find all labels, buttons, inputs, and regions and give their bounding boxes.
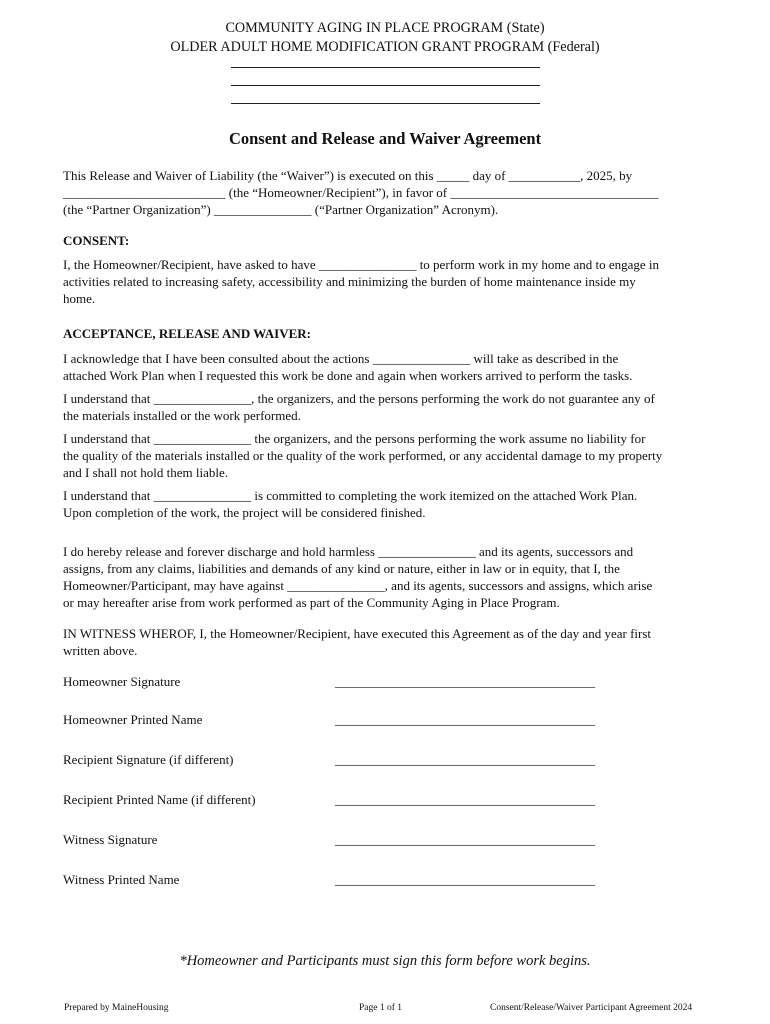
intro-line: (the “Partner Organization”) _______________ (“Partner Organization” Acronym). bbox=[63, 202, 499, 217]
recipient-printed-name-row bbox=[63, 792, 623, 812]
program-header-state: COMMUNITY AGING IN PLACE PROGRAM (State) bbox=[225, 20, 545, 36]
acceptance-line: I understand that _______________ is committed to completing the work itemized on the attached Work Plan. bbox=[63, 488, 638, 503]
footer-document-name: Consent/Release/Waiver Participant Agreement 2024 bbox=[490, 1003, 693, 1013]
acceptance-line: attached Work Plan when I requested this work be done and again when workers arrived to perform the tasks. bbox=[63, 368, 633, 383]
signature-requirement-note: *Homeowner and Participants must sign this form before work begins. bbox=[179, 953, 591, 969]
recipient-signature-row bbox=[63, 752, 623, 772]
homeowner-printed-name-row bbox=[63, 712, 623, 732]
acceptance-line: and I shall not hold them liable. bbox=[63, 465, 228, 480]
program-header bbox=[0, 19, 770, 57]
consent-line: home. bbox=[63, 291, 96, 306]
program-header-federal: OLDER ADULT HOME MODIFICATION GRANT PROGRAM (Federal) bbox=[170, 39, 600, 55]
consent-paragraph bbox=[63, 256, 713, 307]
recipient-signature-label: Recipient Signature (if different) bbox=[63, 752, 234, 767]
document-title: Consent and Release and Waiver Agreement bbox=[228, 129, 542, 148]
release-line: I do hereby release and forever discharge and hold harmless _______________ and its agents, successors and bbox=[63, 544, 634, 559]
acceptance-line: I understand that _______________, the organizers, and the persons performing the work do not guarantee any of bbox=[63, 391, 655, 406]
intro-line: This Release and Waiver of Liability (the “Waiver”) is executed on this _____ day of ___________, 2025, by bbox=[63, 168, 633, 183]
acceptance-paragraph-4 bbox=[63, 487, 713, 521]
witness-signature-label: Witness Signature bbox=[63, 832, 158, 847]
homeowner-signature-row bbox=[63, 674, 623, 694]
header-blank-line-3 bbox=[231, 103, 540, 104]
recipient-printed-name-label: Recipient Printed Name (if different) bbox=[63, 792, 256, 807]
intro-line: _________________________ (the “Homeowner/Recipient”), in favor of ________________________________ bbox=[63, 185, 659, 200]
consent-heading: CONSENT: bbox=[63, 233, 130, 248]
witness-signature-field[interactable]: ________________________________________ bbox=[335, 832, 595, 847]
acceptance-line: the materials installed or the work performed. bbox=[63, 408, 301, 423]
header-blank-line-1 bbox=[231, 67, 540, 68]
release-paragraph bbox=[63, 543, 713, 611]
footer-page-number: Page 1 of 1 bbox=[359, 1003, 403, 1013]
header-blank-line-2 bbox=[231, 85, 540, 86]
witness-clause-line: IN WITNESS WHEROF, I, the Homeowner/Recipient, have executed this Agreement as of the day and year first bbox=[63, 626, 652, 641]
release-line: or may hereafter arise from work performed as part of the Community Aging in Place Program. bbox=[63, 595, 560, 610]
acceptance-line: I understand that _______________ the organizers, and the persons performing the work assume no liability for bbox=[63, 431, 646, 446]
witness-printed-name-field[interactable]: ________________________________________ bbox=[335, 872, 595, 887]
homeowner-signature-label: Homeowner Signature bbox=[63, 674, 181, 689]
consent-line: I, the Homeowner/Recipient, have asked to have _______________ to perform work in my home and to engage in bbox=[63, 257, 660, 272]
footer-prepared-by: Prepared by MaineHousing bbox=[64, 1003, 169, 1013]
release-line: Homeowner/Participant, may have against _______________, and its agents, successors and assigns, which arise bbox=[63, 578, 653, 593]
consent-line: activities related to increasing safety, accessibility and minimizing the burden of home maintenance inside my bbox=[63, 274, 636, 289]
homeowner-signature-field[interactable]: ________________________________________ bbox=[335, 674, 595, 689]
acceptance-line: Upon completion of the work, the project will be considered finished. bbox=[63, 505, 426, 520]
homeowner-printed-name-label: Homeowner Printed Name bbox=[63, 712, 203, 727]
acceptance-line: I acknowledge that I have been consulted about the actions _______________ will take as described in the bbox=[63, 351, 619, 366]
acceptance-paragraph-3 bbox=[63, 430, 713, 481]
acceptance-line: the quality of the materials installed or the quality of the work performed, or any accidental damage to my property bbox=[63, 448, 663, 463]
recipient-printed-name-field[interactable]: ________________________________________ bbox=[335, 792, 595, 807]
witness-printed-name-label: Witness Printed Name bbox=[63, 872, 180, 887]
acceptance-heading: ACCEPTANCE, RELEASE AND WAIVER: bbox=[63, 326, 312, 341]
acceptance-paragraph-1 bbox=[63, 350, 713, 384]
witness-clause bbox=[63, 625, 713, 659]
witness-clause-line: written above. bbox=[63, 643, 138, 658]
release-line: assigns, from any claims, liabilities and demands of any kind or nature, either in law or in equity, that I, the bbox=[63, 561, 620, 576]
intro-paragraph bbox=[63, 167, 713, 218]
acceptance-paragraph-2 bbox=[63, 390, 713, 424]
recipient-signature-field[interactable]: ________________________________________ bbox=[335, 752, 595, 767]
witness-printed-name-row bbox=[63, 872, 623, 892]
homeowner-printed-name-field[interactable]: ________________________________________ bbox=[335, 712, 595, 727]
witness-signature-row bbox=[63, 832, 623, 852]
